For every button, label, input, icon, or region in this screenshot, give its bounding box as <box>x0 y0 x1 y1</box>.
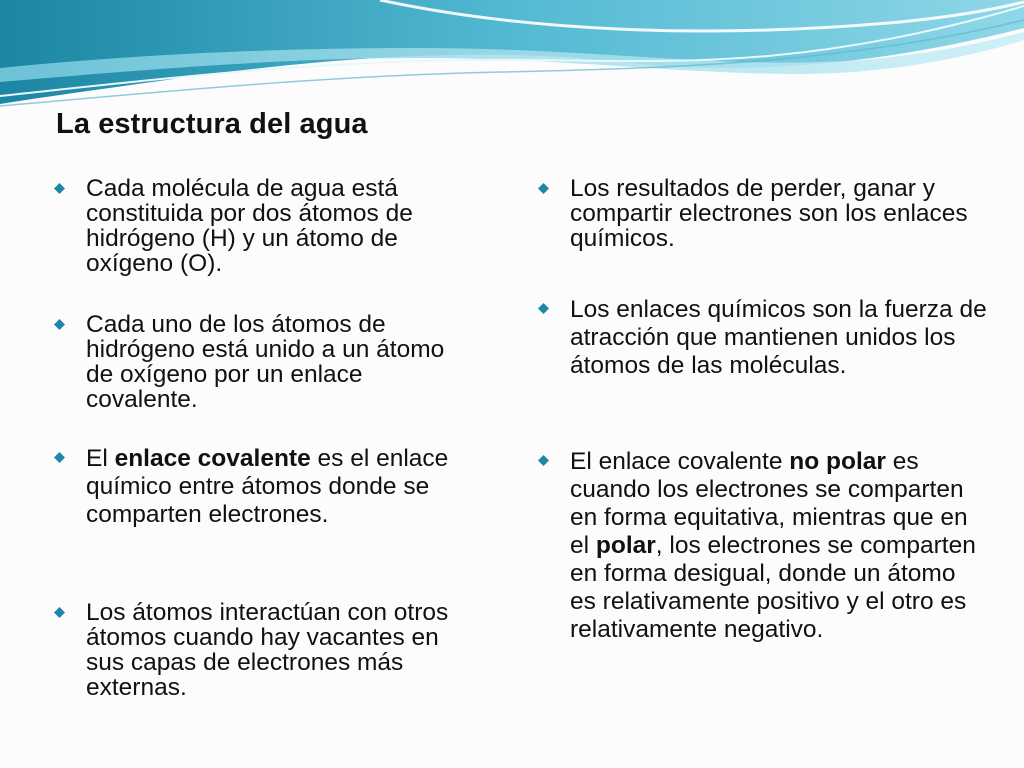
diamond-bullet-icon <box>538 183 549 194</box>
bullet-item <box>538 296 988 380</box>
bullet-item <box>54 176 474 276</box>
bullet-item <box>538 176 988 251</box>
bold-term: no polar <box>789 448 886 475</box>
slide-title: La estructura del agua <box>56 108 368 140</box>
diamond-bullet-icon <box>54 319 65 330</box>
diamond-bullet-icon <box>54 452 65 463</box>
diamond-bullet-icon <box>538 303 549 314</box>
bullet-text: Cada molécula de agua está constituida por dos átomos de hidrógeno (H) y un átomo de oxígeno (O). <box>86 175 413 277</box>
diamond-bullet-icon <box>54 607 65 618</box>
bullet-text: El enlace covalente no polar es cuando los electrones se comparten en forma equitativa, mientras que en el polar, los electrones se comparten en forma desigual, donde un átomo es relativamente positivo y el otro es relativamente negativo. <box>570 448 976 643</box>
bullet-item <box>54 312 474 412</box>
bullet-text: El enlace covalente es el enlace químico entre átomos donde se comparten electrones. <box>86 445 449 528</box>
diamond-bullet-icon <box>538 455 549 466</box>
bullet-text: Cada uno de los átomos de hidrógeno está unido a un átomo de oxígeno por un enlace covalente. <box>86 311 445 413</box>
header-wave-decoration <box>0 0 1024 120</box>
bold-term: enlace covalente <box>114 445 311 472</box>
diamond-bullet-icon <box>54 183 65 194</box>
bold-term: polar <box>595 532 656 559</box>
bullet-item <box>54 600 474 700</box>
bullet-text: Los enlaces químicos son la fuerza de atracción que mantienen unidos los átomos de las moléculas. <box>570 296 987 379</box>
bullet-item <box>54 445 474 529</box>
bullet-text: Los átomos interactúan con otros átomos cuando hay vacantes en sus capas de electrones más externas. <box>86 599 449 701</box>
bullet-item <box>538 448 988 644</box>
bullet-text: Los resultados de perder, ganar y compartir electrones son los enlaces químicos. <box>570 175 968 252</box>
